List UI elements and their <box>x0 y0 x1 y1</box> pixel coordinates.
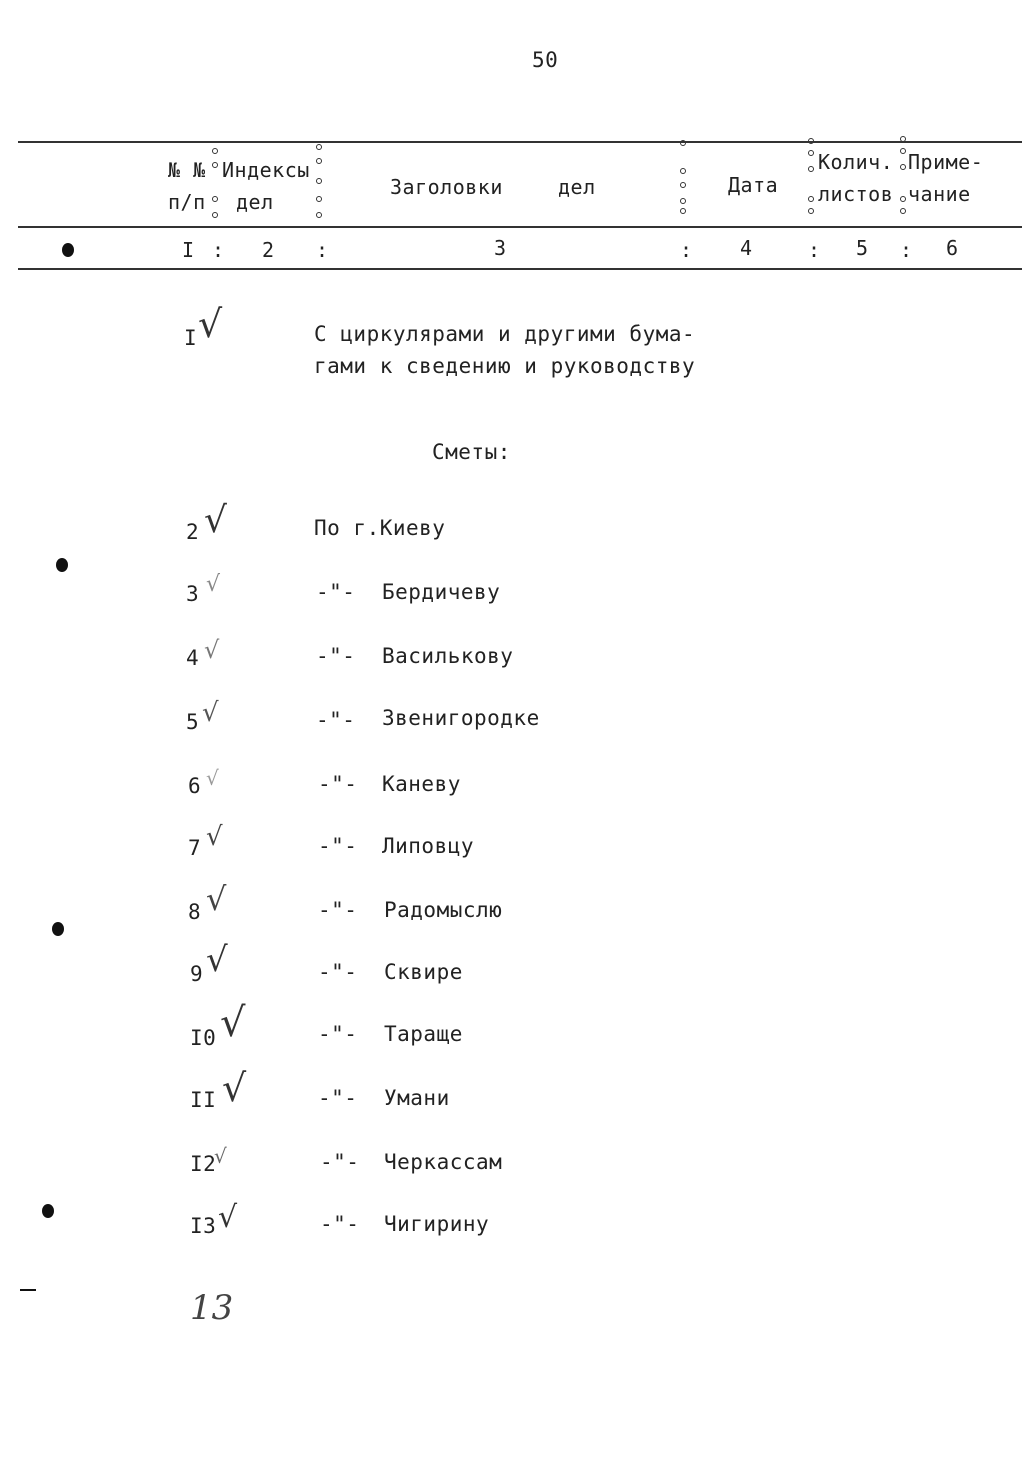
entry-number: 6 <box>188 774 202 798</box>
ditto-mark: -"- <box>320 1212 360 1236</box>
numbering-separator: : <box>900 238 913 262</box>
checkmark-icon: √ <box>222 1066 247 1110</box>
ditto-mark: -"- <box>318 834 358 858</box>
checkmark-icon: √ <box>206 822 223 852</box>
ditto-mark: -"- <box>316 708 356 732</box>
checkmark-icon: √ <box>202 698 219 728</box>
punch-hole-mark <box>52 922 64 936</box>
city-name: Каневу <box>382 772 461 796</box>
checkmark-icon: √ <box>218 1200 238 1235</box>
entry-1-title-line1: С циркулярами и другими бума- <box>314 322 696 346</box>
checkmark-icon: √ <box>206 940 228 980</box>
numbering-separator: : <box>212 238 225 262</box>
entry-number: I0 <box>190 1026 217 1050</box>
ditto-mark: -"- <box>320 1150 360 1174</box>
header-col3-right: дел <box>558 175 596 199</box>
numbering-separator: : <box>316 238 329 262</box>
numbering-separator: : <box>808 238 821 262</box>
handwritten-total: 13 <box>190 1288 234 1328</box>
header-col2-line1: Индексы <box>222 158 310 182</box>
numbering-col3: 3 <box>494 236 507 260</box>
header-bottom-rule <box>18 226 1022 228</box>
city-name: Звенигородке <box>382 706 540 730</box>
entry-number: 3 <box>186 582 200 606</box>
margin-mark <box>20 1289 36 1291</box>
header-col5-line1: Колич. <box>818 150 894 174</box>
entry-2-number: 2 <box>186 520 200 544</box>
punch-hole-mark <box>42 1204 54 1218</box>
city-name: Таращe <box>384 1022 463 1046</box>
punch-hole-mark <box>56 558 68 572</box>
checkmark-icon: √ <box>204 636 220 664</box>
header-col5-line2: листов <box>818 182 894 206</box>
page-number: 50 <box>532 48 559 72</box>
ditto-mark: -"- <box>318 1086 358 1110</box>
entry-number: II <box>190 1088 217 1112</box>
checkmark-icon: √ <box>204 500 227 541</box>
ditto-mark: -"- <box>318 960 358 984</box>
checkmark-icon: √ <box>198 302 223 346</box>
city-name: Радомыслю <box>384 898 503 922</box>
header-col1-line2: п/п <box>168 190 206 214</box>
ditto-mark: -"- <box>316 644 356 668</box>
city-name: Липовцу <box>382 834 475 858</box>
entry-number: 5 <box>186 710 200 734</box>
numbering-col5: 5 <box>856 236 869 260</box>
entry-number: I2 <box>190 1152 217 1176</box>
entry-1-number: I <box>184 326 198 350</box>
entry-number: 9 <box>190 962 204 986</box>
city-name: Умани <box>384 1086 450 1110</box>
header-col2-line2: дел <box>236 190 274 214</box>
numbering-bottom-rule <box>18 268 1022 270</box>
header-col1-line1: № № <box>168 158 206 182</box>
header-top-rule <box>18 141 1022 143</box>
ditto-mark: -"- <box>318 1022 358 1046</box>
section-title: Сметы: <box>432 440 511 464</box>
ditto-mark: -"- <box>318 772 358 796</box>
numbering-col1: I <box>182 238 195 262</box>
entry-number: 4 <box>186 646 200 670</box>
checkmark-icon: √ <box>206 766 219 790</box>
entry-2-title: По г.Киеву <box>314 516 446 540</box>
header-col3-left: Заголовки <box>390 175 503 199</box>
punch-hole-mark <box>62 243 74 257</box>
header-col6-line1: Приме- <box>908 150 984 174</box>
numbering-separator: : <box>680 238 693 262</box>
city-name: Бердичеву <box>382 580 501 604</box>
city-name: Черкассам <box>384 1150 503 1174</box>
checkmark-icon: √ <box>206 880 227 918</box>
header-col4: Дата <box>728 173 779 197</box>
numbering-col4: 4 <box>740 236 753 260</box>
city-name: Василькову <box>382 644 514 668</box>
entry-number: 8 <box>188 900 202 924</box>
header-col6-line2: чание <box>908 182 971 206</box>
city-name: Чигирину <box>384 1212 490 1236</box>
entry-number: 7 <box>188 836 202 860</box>
ditto-mark: -"- <box>318 898 358 922</box>
checkmark-icon: √ <box>214 1144 227 1168</box>
ditto-mark: -"- <box>316 580 356 604</box>
city-name: Сквире <box>384 960 463 984</box>
checkmark-icon: √ <box>206 572 221 597</box>
entry-number: I3 <box>190 1214 217 1238</box>
numbering-col2: 2 <box>262 238 275 262</box>
numbering-col6: 6 <box>946 236 959 260</box>
entry-1-title-line2: гами к сведению и руководству <box>314 354 696 378</box>
checkmark-icon: √ <box>220 1000 246 1046</box>
